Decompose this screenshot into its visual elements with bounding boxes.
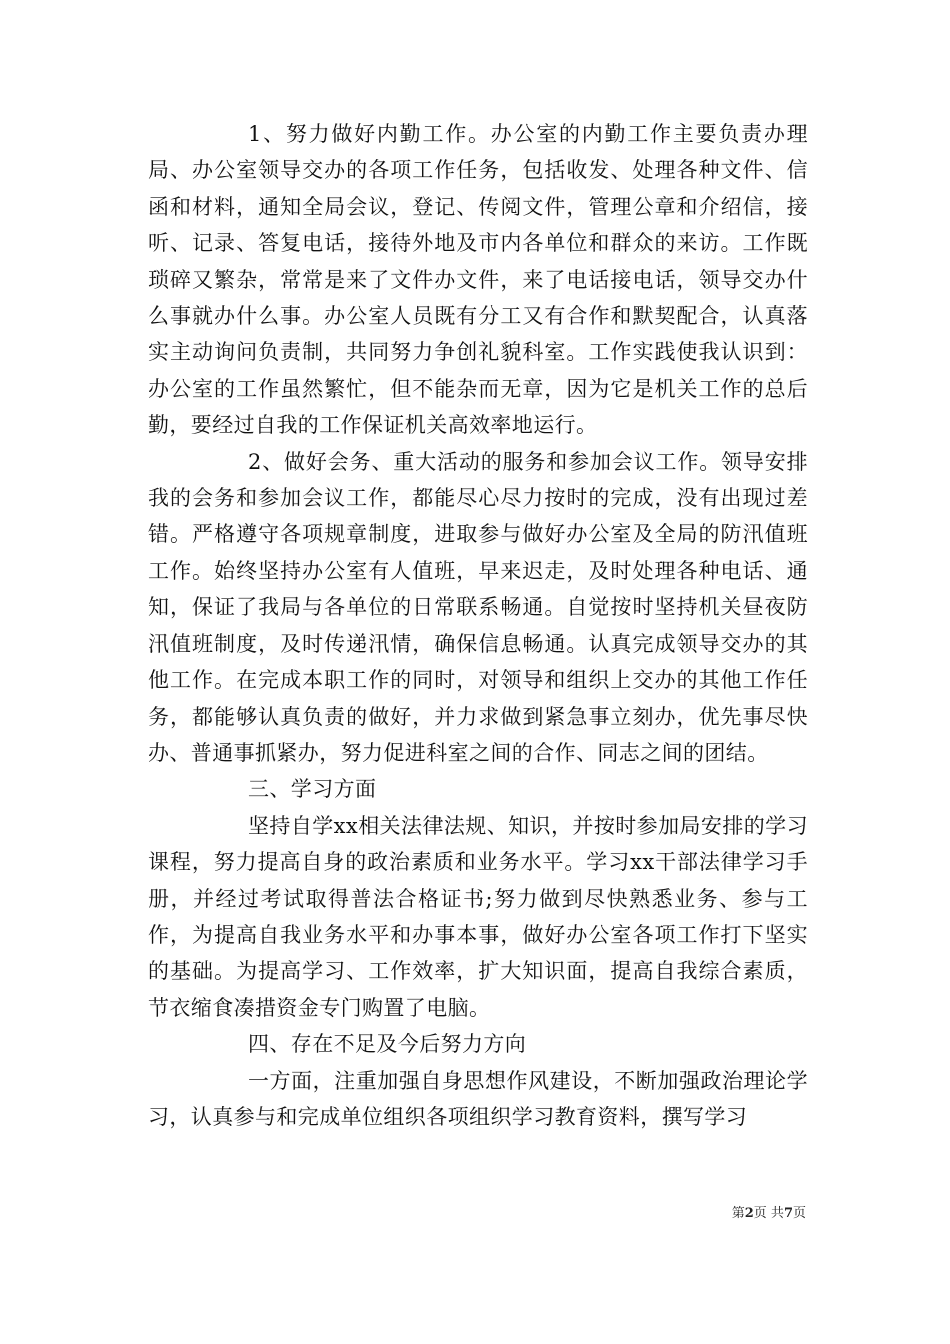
total-page-count: 7 [783, 1206, 793, 1221]
section-heading-study: 三、学习方面 [248, 777, 377, 802]
section-heading-shortcomings: 四、存在不足及今后努力方向 [248, 1032, 527, 1057]
paragraph-improvement: 一方面，注重加强自身思想作风建设，不断加强政治理论学习，认真参与和完成单位组织各项组织学习教育资料，撰写学习 [148, 1068, 808, 1129]
paragraph-inner-duty-work: 1、努力做好内勤工作。办公室的内勤工作主要负责办理局、办公室领导交办的各项工作任务，包括收发、处理各种文件、信函和材料，通知全局会议，登记、传阅文件，管理公章和介绍信，接听、记录、答复电话，接待外地及市内各单位和群众的来访。工作既琐碎又繁杂，常常是来了文件办文件，来了电话接电话，领导交办什么事就办什么事。办公室人员既有分工又有合作和默契配合，认真落实主动询问负责制，共同努力争创礼貌科室。工作实践使我认识到：办公室的工作虽然繁忙，但不能杂而无章，因为它是机关工作的总后勤，要经过自我的工作保证机关高效率地运行。 [148, 122, 808, 438]
footer-prefix: 第 [731, 1206, 745, 1221]
paragraph-study: 坚持自学xx相关法律法规、知识，并按时参加局安排的学习课程，努力提高自身的政治素质和业务水平。学习xx干部法律学习手册，并经过考试取得普法合格证书;努力做到尽快熟悉业务、参与工作，为提高自我业务水平和办事本事，做好办公室各项工作打下坚实的基础。为提高学习、工作效率，扩大知识面，提高自我综合素质，节衣缩食凑措资金专门购置了电脑。 [148, 813, 808, 1020]
paragraph-meeting-service: 2、做好会务、重大活动的服务和参加会议工作。领导安排我的会务和参加会议工作，都能尽心尽力按时的完成，没有出现过差错。严格遵守各项规章制度，进取参与做好办公室及全局的防汛值班工作。始终坚持办公室有人值班，早来迟走，及时处理各种电话、通知，保证了我局与各单位的日常联系畅通。自觉按时坚持机关昼夜防汛值班制度，及时传递汛情，确保信息畅通。认真完成领导交办的其他工作。在完成本职工作的同时，对领导和组织上交办的其他工作任务，都能够认真负责的做好，并力求做到紧急事立刻办，优先事尽快办、普通事抓紧办，努力促进科室之间的合作、同志之间的团结。 [148, 449, 808, 765]
footer-suffix: 页 [792, 1206, 806, 1221]
document-body [148, 116, 808, 1135]
current-page-number: 2 [744, 1206, 754, 1221]
page-number-footer [732, 1202, 806, 1221]
footer-middle: 页 共 [753, 1206, 784, 1221]
